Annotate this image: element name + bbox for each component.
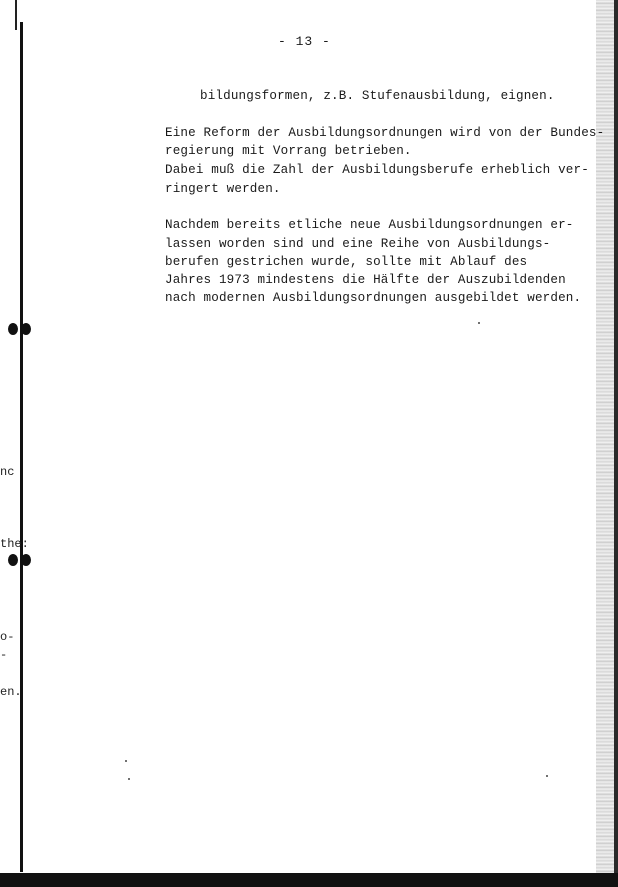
paragraph-1-line: regierung mit Vorrang betrieben.	[165, 144, 412, 158]
binding-edge-top	[15, 0, 17, 30]
paragraph-2-line: Jahres 1973 mindestens die Hälfte der Auszubildenden	[165, 273, 566, 287]
continuation-line: bildungsformen, z.B. Stufenausbildung, eignen.	[200, 89, 555, 103]
paragraph-1-line: ringert werden.	[165, 182, 281, 196]
margin-fragment: the:	[0, 537, 29, 551]
scan-speck	[125, 760, 127, 762]
margin-fragment: en.	[0, 685, 22, 699]
page-number: - 13 -	[278, 34, 331, 49]
scan-speck	[128, 778, 130, 780]
right-scan-border	[614, 0, 618, 887]
paragraph-2-line: berufen gestrichen wurde, sollte mit Ablauf des	[165, 255, 528, 269]
paragraph-2-line: lassen worden sind und eine Reihe von Ausbildungs-	[165, 237, 551, 251]
binding-edge	[20, 22, 23, 872]
margin-fragment: nc	[0, 465, 15, 479]
paragraph-2-line: Nachdem bereits etliche neue Ausbildungsordnungen er-	[165, 218, 574, 232]
scan-speck	[546, 775, 548, 777]
scan-speck	[478, 322, 480, 324]
paragraph-1-line: Eine Reform der Ausbildungsordnungen wird von der Bundes-	[165, 126, 605, 140]
margin-fragment: o-	[0, 630, 15, 644]
paragraph-1-line: Dabei muß die Zahl der Ausbildungsberufe erheblich ver-	[165, 163, 589, 177]
punch-hole-mark	[8, 553, 36, 567]
paragraph-2-line: nach modernen Ausbildungsordnungen ausgebildet werden.	[165, 291, 582, 305]
left-margin-strip	[0, 0, 22, 887]
bottom-scan-border	[0, 873, 618, 887]
punch-hole-mark	[8, 322, 36, 336]
margin-fragment: -	[0, 648, 8, 662]
